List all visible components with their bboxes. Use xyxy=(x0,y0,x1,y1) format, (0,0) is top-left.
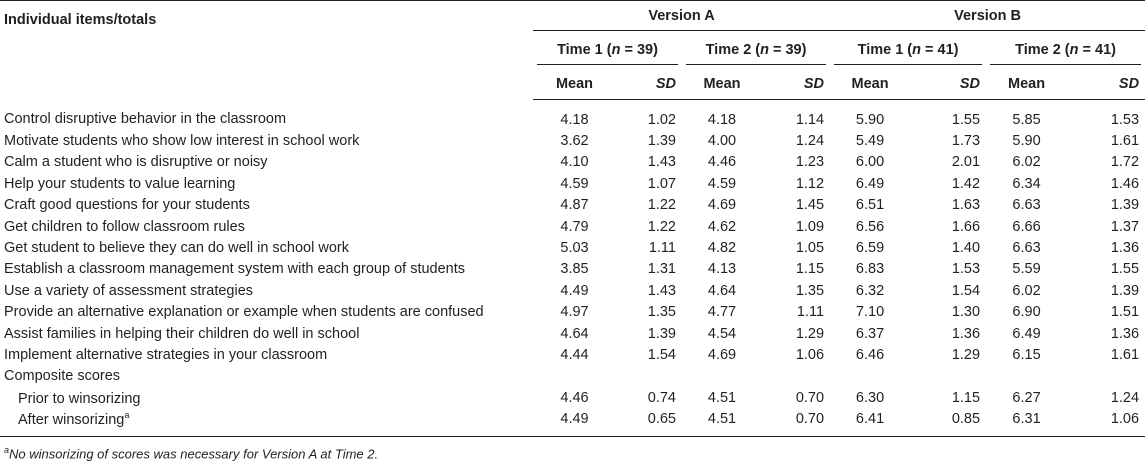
sd-header: SD xyxy=(910,69,986,100)
table-row xyxy=(0,130,1145,151)
table-row xyxy=(0,216,1145,237)
mean-value: 6.37 xyxy=(855,325,885,342)
mean-value: 4.54 xyxy=(707,325,737,342)
sd-value: 1.43 xyxy=(647,154,676,171)
mean-value: 4.51 xyxy=(682,408,762,436)
sd-value: 1.29 xyxy=(951,346,981,363)
mean-value: 4.79 xyxy=(560,218,589,235)
item-label: Craft good questions for your students xyxy=(4,197,250,214)
mean-value: 4.46 xyxy=(560,389,589,406)
mean-value: 6.31 xyxy=(986,408,1067,436)
mean-value: 3.62 xyxy=(560,133,589,150)
table-row xyxy=(0,408,1145,436)
table-row xyxy=(0,280,1145,301)
item-label: Provide an alternative explanation or example when students are confused xyxy=(4,304,484,321)
table-row xyxy=(0,387,1145,408)
mean-value: 6.63 xyxy=(1012,240,1041,257)
item-label: Get children to follow classroom rules xyxy=(4,218,245,235)
sd-value: 1.45 xyxy=(795,197,825,214)
sd-value: 1.31 xyxy=(647,261,676,278)
mean-value: 6.30 xyxy=(855,389,885,406)
sd-value: 0.65 xyxy=(616,408,682,436)
version-a-header: Version A xyxy=(533,1,830,38)
mean-value: 3.85 xyxy=(560,261,589,278)
mean-value: 6.90 xyxy=(1012,304,1041,321)
mean-value: 4.69 xyxy=(707,197,737,214)
mean-value: 4.82 xyxy=(707,240,737,257)
mean-header: Mean xyxy=(533,69,616,100)
sd-value: 1.63 xyxy=(951,197,981,214)
sd-value: 1.22 xyxy=(647,218,676,235)
sd-value: 1.54 xyxy=(951,282,981,299)
item-label: Establish a classroom management system with each group of students xyxy=(4,261,466,278)
mean-value: 4.10 xyxy=(560,154,589,171)
sd-value: 1.15 xyxy=(795,261,825,278)
sd-value: 1.02 xyxy=(647,111,676,128)
mean-value: 6.66 xyxy=(1012,218,1041,235)
mean-value: 6.32 xyxy=(855,282,885,299)
sd-value: 1.14 xyxy=(795,111,825,128)
sd-value: 2.01 xyxy=(951,154,981,171)
mean-value: 4.00 xyxy=(707,133,737,150)
mean-value: 4.18 xyxy=(707,111,737,128)
mean-value: 4.44 xyxy=(560,346,589,363)
mean-value: 6.02 xyxy=(1012,154,1041,171)
item-label: Assist families in helping their children do well in school xyxy=(4,325,360,342)
composite-heading-row xyxy=(0,366,1145,387)
sd-value: 1.36 xyxy=(1110,325,1140,342)
version-a-time1-header: Time 1 (n = 39) xyxy=(533,37,682,69)
sd-value: 1.35 xyxy=(647,304,676,321)
mean-value: 6.51 xyxy=(855,197,885,214)
mean-header: Mean xyxy=(986,69,1067,100)
sd-value: 0.74 xyxy=(647,389,676,406)
mean-value: 6.00 xyxy=(855,154,885,171)
sd-value: 1.24 xyxy=(1110,389,1140,406)
mean-value: 4.64 xyxy=(560,325,589,342)
mean-value: 6.59 xyxy=(855,240,885,257)
sd-value: 1.39 xyxy=(1110,197,1140,214)
sd-value: 1.11 xyxy=(648,240,676,257)
item-label: Get student to believe they can do well in school work xyxy=(4,240,349,257)
table-row xyxy=(0,173,1145,194)
sd-value: 1.73 xyxy=(951,133,981,150)
table-row xyxy=(0,259,1145,280)
mean-value: 6.49 xyxy=(855,175,885,192)
sd-value: 1.46 xyxy=(1110,175,1140,192)
mean-value: 4.59 xyxy=(707,175,737,192)
table-body xyxy=(0,100,1145,437)
mean-value: 5.59 xyxy=(1012,261,1041,278)
sd-header: SD xyxy=(1067,69,1145,100)
sd-value: 1.30 xyxy=(951,304,981,321)
table-row xyxy=(0,195,1145,216)
sd-value: 1.55 xyxy=(1110,261,1140,278)
sd-header: SD xyxy=(762,69,830,100)
mean-value: 5.03 xyxy=(560,240,589,257)
sd-value: 1.37 xyxy=(1110,218,1140,235)
item-label: Motivate students who show low interest in school work xyxy=(4,133,360,150)
mean-value: 6.46 xyxy=(855,346,885,363)
sd-value: 1.07 xyxy=(647,175,676,192)
sd-value: 1.29 xyxy=(795,325,825,342)
mean-value: 4.13 xyxy=(707,261,737,278)
sd-value: 1.66 xyxy=(951,218,981,235)
sd-value: 0.70 xyxy=(795,389,825,406)
sd-value: 0.70 xyxy=(762,408,830,436)
sd-value: 1.35 xyxy=(795,282,825,299)
sd-value: 1.39 xyxy=(647,325,676,342)
sd-value: 1.43 xyxy=(647,282,676,299)
sd-value: 1.15 xyxy=(951,389,981,406)
mean-value: 5.90 xyxy=(855,111,885,128)
sd-value: 1.55 xyxy=(951,111,981,128)
mean-value: 4.46 xyxy=(707,154,737,171)
table-row xyxy=(0,237,1145,258)
mean-value: 6.02 xyxy=(1012,282,1041,299)
mean-value: 6.83 xyxy=(855,261,885,278)
mean-value: 6.56 xyxy=(855,218,885,235)
sd-value: 1.39 xyxy=(647,133,676,150)
sd-value: 1.06 xyxy=(1067,408,1145,436)
sd-value: 1.12 xyxy=(795,175,825,192)
sd-value: 1.40 xyxy=(951,240,981,257)
mean-value: 4.64 xyxy=(707,282,737,299)
mean-value: 6.34 xyxy=(1012,175,1041,192)
mean-value: 6.41 xyxy=(830,408,910,436)
sd-value: 1.09 xyxy=(795,218,825,235)
sd-value: 1.42 xyxy=(951,175,981,192)
table-row xyxy=(0,323,1145,344)
mean-value: 4.18 xyxy=(560,111,589,128)
sd-value: 1.24 xyxy=(795,133,825,150)
composite-item-label: After winsorizing$^a$ xyxy=(0,408,533,436)
sd-value: 1.36 xyxy=(951,325,981,342)
sd-value: 1.11 xyxy=(796,304,825,321)
mean-value: 5.85 xyxy=(1012,111,1041,128)
mean-value: 4.62 xyxy=(707,218,737,235)
mean-value: 5.49 xyxy=(855,133,885,150)
sd-value: 1.23 xyxy=(795,154,825,171)
item-label: Implement alternative strategies in your classroom xyxy=(4,346,328,363)
sd-value: 1.53 xyxy=(1110,111,1140,128)
mean-value: 4.49 xyxy=(560,282,589,299)
item-label: Calm a student who is disruptive or noisy xyxy=(4,154,268,171)
mean-value: 4.77 xyxy=(707,304,737,321)
mean-value: 6.27 xyxy=(1012,389,1041,406)
version-b-time2-header: Time 2 (n = 41) xyxy=(986,37,1145,69)
sd-value: 1.51 xyxy=(1110,304,1140,321)
sd-header: SD xyxy=(616,69,682,100)
item-label: Help your students to value learning xyxy=(4,175,236,192)
sd-value: 1.39 xyxy=(1110,282,1140,299)
mean-value: 4.97 xyxy=(560,304,589,321)
version-b-header: Version B xyxy=(830,1,1145,38)
table-row xyxy=(0,100,1145,131)
sd-value: 1.61 xyxy=(1110,133,1140,150)
sd-value: 0.85 xyxy=(910,408,986,436)
table-row xyxy=(0,344,1145,365)
sd-value: 1.06 xyxy=(795,346,825,363)
mean-value: 6.49 xyxy=(1012,325,1041,342)
sd-value: 1.22 xyxy=(647,197,676,214)
table-row xyxy=(0,152,1145,173)
composite-item-label: Prior to winsorizing xyxy=(18,390,141,407)
sd-value: 1.36 xyxy=(1110,240,1140,257)
version-b-time1-header: Time 1 (n = 41) xyxy=(830,37,986,69)
mean-value: 4.51 xyxy=(707,389,737,406)
mean-value: 6.15 xyxy=(1012,346,1041,363)
sd-value: 1.72 xyxy=(1110,154,1140,171)
header-row-versions xyxy=(0,1,1145,38)
mean-value: 4.49 xyxy=(533,408,616,436)
sd-value: 1.61 xyxy=(1110,346,1140,363)
label-column-header: Individual items/totals xyxy=(0,1,533,100)
mean-value: 6.63 xyxy=(1012,197,1041,214)
sd-value: 1.53 xyxy=(951,261,981,278)
mean-header: Mean xyxy=(830,69,910,100)
mean-header: Mean xyxy=(682,69,762,100)
item-label: Control disruptive behavior in the classroom xyxy=(4,111,287,128)
mean-value: 4.69 xyxy=(707,346,737,363)
mean-value: 4.59 xyxy=(560,175,589,192)
version-a-time2-header: Time 2 (n = 39) xyxy=(682,37,830,69)
mean-value: 5.90 xyxy=(1012,133,1041,150)
table-footnote: $^a$No winsorizing of scores was necessary for Version A at Time 2. xyxy=(4,445,379,462)
sd-value: 1.54 xyxy=(647,346,676,363)
item-label: Use a variety of assessment strategies xyxy=(4,282,254,299)
mean-value: 4.87 xyxy=(560,197,589,214)
sd-value: 1.05 xyxy=(795,240,825,257)
table-row xyxy=(0,302,1145,323)
mean-value: 7.10 xyxy=(855,304,885,321)
composite-label: Composite scores xyxy=(4,368,121,385)
